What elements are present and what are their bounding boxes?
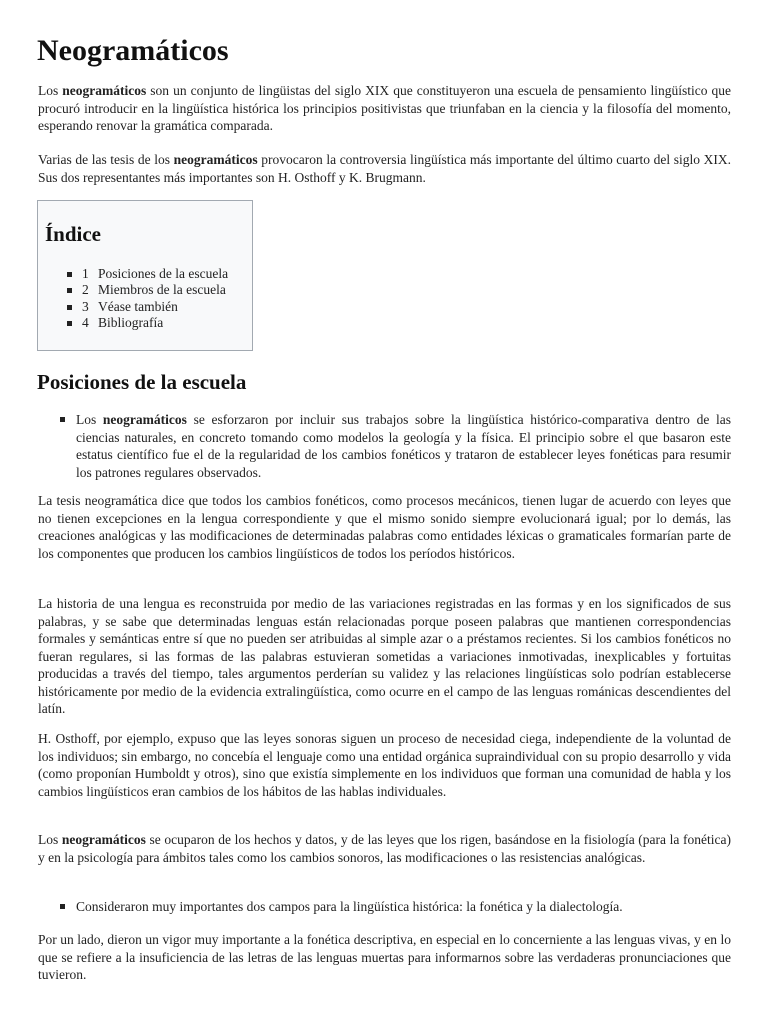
table-of-contents: [37, 200, 253, 351]
paragraph-5: Por un lado, dieron un vigor muy importante a la fonética descriptiva, en especial en lo concerniente a las lenguas vivas, y en lo que se refiere a la insuficiencia de las letras de las lenguas muertas para informarnos sobre las verdaderas pronunciaciones que tuvieron.: [38, 932, 731, 982]
paragraph-3: H. Osthoff, por ejemplo, expuso que las leyes sonoras siguen un proceso de necesidad ciega, independiente de la voluntad de los individuos; sin embargo, no concebía el lenguaje como una entidad orgánica supraindividual con su propio desarrollo y vida (como proponían Humboldt y otros), sino que existía simplemente en los individuos que forman una comunidad de habla y los cambios lingüísticos eran cambios de los hábitos de las hablas individuales.: [38, 731, 731, 799]
bullet-icon: [60, 904, 65, 909]
text-run: Los: [76, 412, 103, 427]
toc-number: 3: [82, 298, 89, 314]
intro-paragraph-1: [38, 82, 731, 135]
bold-term: neogramáticos: [62, 83, 147, 98]
list-item: [62, 898, 731, 916]
intro-paragraph-2: [38, 151, 731, 186]
toc-item-vease[interactable]: [38, 299, 228, 315]
paragraph-2: La historia de una lengua es reconstruida por medio de las variaciones registradas en las formas y en los significados de sus palabras, y se sabe que determinadas lenguas están relacionadas porque poseen palabras que mantienen correspondencias formales y semánticas entre sí que no pueden ser atribuidas al simple azar o a préstamos recientes. Si los cambios fonéticos no fueran regulares, si las formas de las palabras estuvieran sometidas a variaciones inmotivadas, inexplicables y fortuitas producidas a través del tiempo, tales argumentos perderían su validez y las relaciones lingüísticas solo podrían establecerse históricamente por medio de la evidencia extralingüística, como ocurre en el campo de las lenguas románicas descendientes del latín.: [38, 596, 731, 716]
toc-link[interactable]: Posiciones de la escuela: [98, 266, 229, 281]
toc-number: 2: [82, 282, 89, 298]
page-title: Neogramáticos: [37, 34, 229, 67]
bullet-icon: [60, 417, 65, 422]
text-run: Los: [38, 832, 62, 847]
toc-item-miembros[interactable]: [38, 282, 228, 298]
text-run: se ocuparon de los hechos y datos, y de las leyes que los rigen, basándose en la fisiología (para la fonética) y en la psicología para ámbitos tales como los cambios sonoros, las modificaciones o las resistencias analógicas.: [38, 832, 731, 865]
text-run: Los: [38, 83, 63, 98]
toc-link[interactable]: Bibliografía: [98, 314, 164, 330]
bullet-text: Consideraron muy importantes dos campos para la lingüística histórica: la fonética y la dialectología.: [76, 899, 623, 914]
text-run: son un conjunto de lingüistas del siglo XIX que constituyeron una escuela de pensamiento lingüístico que procuró introducir en la lingüística histórica los principios positivistas que triunfaban en la ciencia y la filosofía del momento, esperando renovar la gramática comparada.: [38, 83, 732, 133]
text-run: provocaron la controversia lingüística más importante del último cuarto del siglo XIX. Sus dos representantes más importantes son H. Osthoff y K. Brugmann.: [38, 152, 731, 185]
text-run: se esforzaron por incluir sus trabajos sobre la lingüística histórico-comparativa dentro de las ciencias naturales, en concreto tomando como modelos la geología y la física. El principio sobre el que basaron este estatus científico fue el de la regularidad de los cambios fonéticos y trataron de establecer leyes fonéticas para resumir los patrones regulares observados.: [76, 412, 731, 480]
bullet-text: [76, 411, 731, 481]
section-heading-posiciones: Posiciones de la escuela: [37, 370, 247, 394]
toc-list: [38, 266, 228, 331]
toc-link[interactable]: Miembros de la escuela: [98, 282, 226, 298]
toc-number: 4: [82, 314, 89, 330]
bold-term: neogramáticos: [173, 152, 258, 167]
bold-term: neogramáticos: [61, 832, 146, 847]
list-item: [62, 411, 731, 481]
paragraph-4: [38, 831, 731, 866]
toc-title: Índice: [45, 222, 102, 246]
toc-item-bibliografia[interactable]: [38, 315, 228, 331]
text-run: Varias de las tesis de los: [38, 152, 174, 167]
toc-number: 1: [82, 266, 89, 281]
toc-item-posiciones[interactable]: [38, 266, 228, 282]
toc-link[interactable]: Véase también: [98, 298, 178, 314]
bold-term: neogramáticos: [102, 412, 187, 427]
paragraph-1: La tesis neogramática dice que todos los cambios fonéticos, como procesos mecánicos, tienen lugar de acuerdo con leyes que no tienen excepciones en la lengua correspondiente y que el mismo sonido siempre evolucionará igual; por lo demás, las creaciones analógicas y las modificaciones de determinadas palabras como entidades léxicas o gramaticales formarían parte de los componentes que producen los cambios lingüísticos de todos los períodos históricos.: [38, 493, 731, 561]
